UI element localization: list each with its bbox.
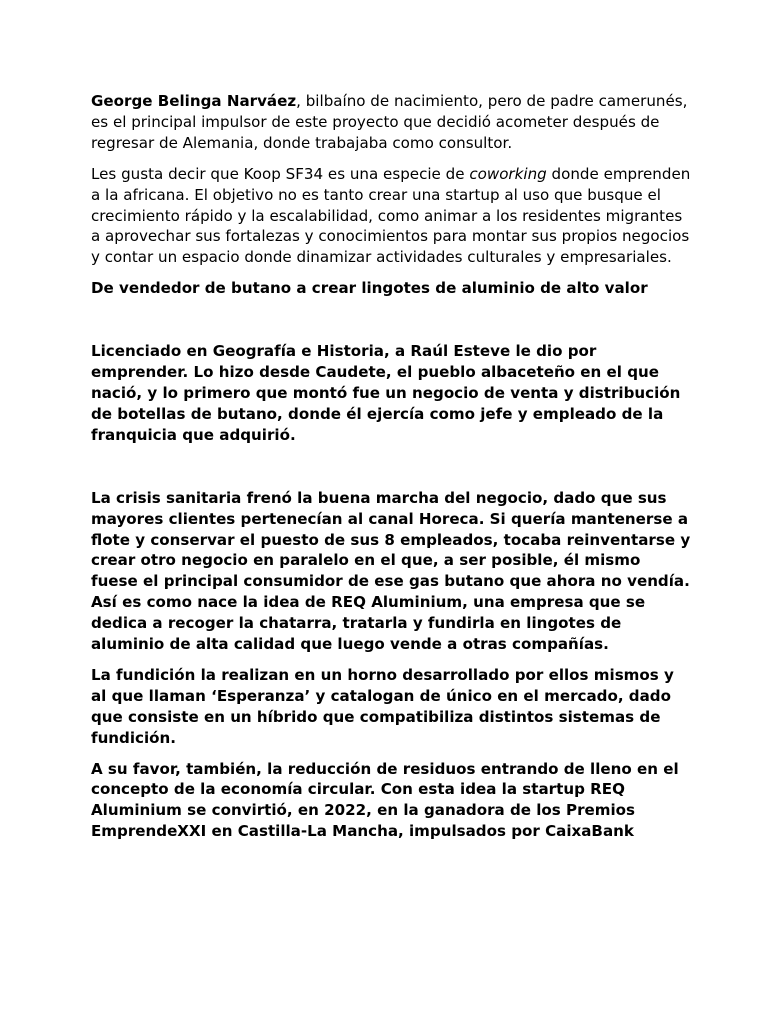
paragraph-fundicion: La fundición la realizan en un horno desarrollado por ellos mismos y al que llaman ‘Esperanza’ y catalogan de único en el mercado, dado que consiste en un híbrido que compatibiliza distintos sistemas de fundición. xyxy=(91,665,674,747)
paragraph-coworking-end: donde emprenden a la africana. El objetivo no es tanto crear una startup al uso que busque el crecimiento rápido y la escalabilidad, como animar a los residentes migrantes a aprovechar sus fortalezas y conocimientos para montar sus propios negocios y contar un espacio donde dinamizar actividades culturales y empresariales. xyxy=(91,164,691,267)
paragraph-intro-text: , bilbaíno de nacimiento, pero de padre camerunés, es el principal impulsor de este proyecto que decidió acometer después de regresar de Alemania, donde trabajaba como consultor. xyxy=(91,92,688,152)
paragraph-premios: A su favor, también, la reducción de residuos entrando de lleno en el concepto de la economía circular. Con esta idea la startup REQ Aluminium se convirtió, en 2022, en la ganadora de los Premios EmprendeXXI en Castilla-La Mancha, impulsados por CaixaBank xyxy=(91,759,679,841)
paragraph-coworking-start: Les gusta decir que Koop SF34 es una especie de xyxy=(91,164,470,183)
italic-term: coworking xyxy=(469,164,547,183)
paragraph-crisis: La crisis sanitaria frenó la buena marcha del negocio, dado que sus mayores clientes pertenecían al canal Horeca. Si quería mantenerse a flote y conservar el puesto de sus 8 empleados, tocaba reinventarse y crear otro negocio en paralelo en el que, a ser posible, él mismo fuese el principal consumidor de ese gas butano que ahora no vendía. Así es como nace la idea de REQ Aluminium, una empresa que se dedica a recoger la chatarra, tratarla y fundirla en lingotes de aluminio de alta calidad que luego vende a otras compañías. xyxy=(91,488,691,654)
paragraph-coworking xyxy=(91,164,691,269)
paragraph-intro xyxy=(91,91,691,154)
person-name: George Belinga Narváez xyxy=(91,92,297,110)
section-heading: De vendedor de butano a crear lingotes de aluminio de alto valor xyxy=(91,279,648,298)
document-page xyxy=(91,91,691,842)
paragraph-raul-esteve: Licenciado en Geografía e Historia, a Raúl Esteve le dio por emprender. Lo hizo desde Caudete, el pueblo albaceteño en el que nació, y lo primero que montó fue un negocio de venta y distribución de botellas de butano, donde él ejercía como jefe y empleado de la franquicia que adquirió. xyxy=(91,342,681,444)
